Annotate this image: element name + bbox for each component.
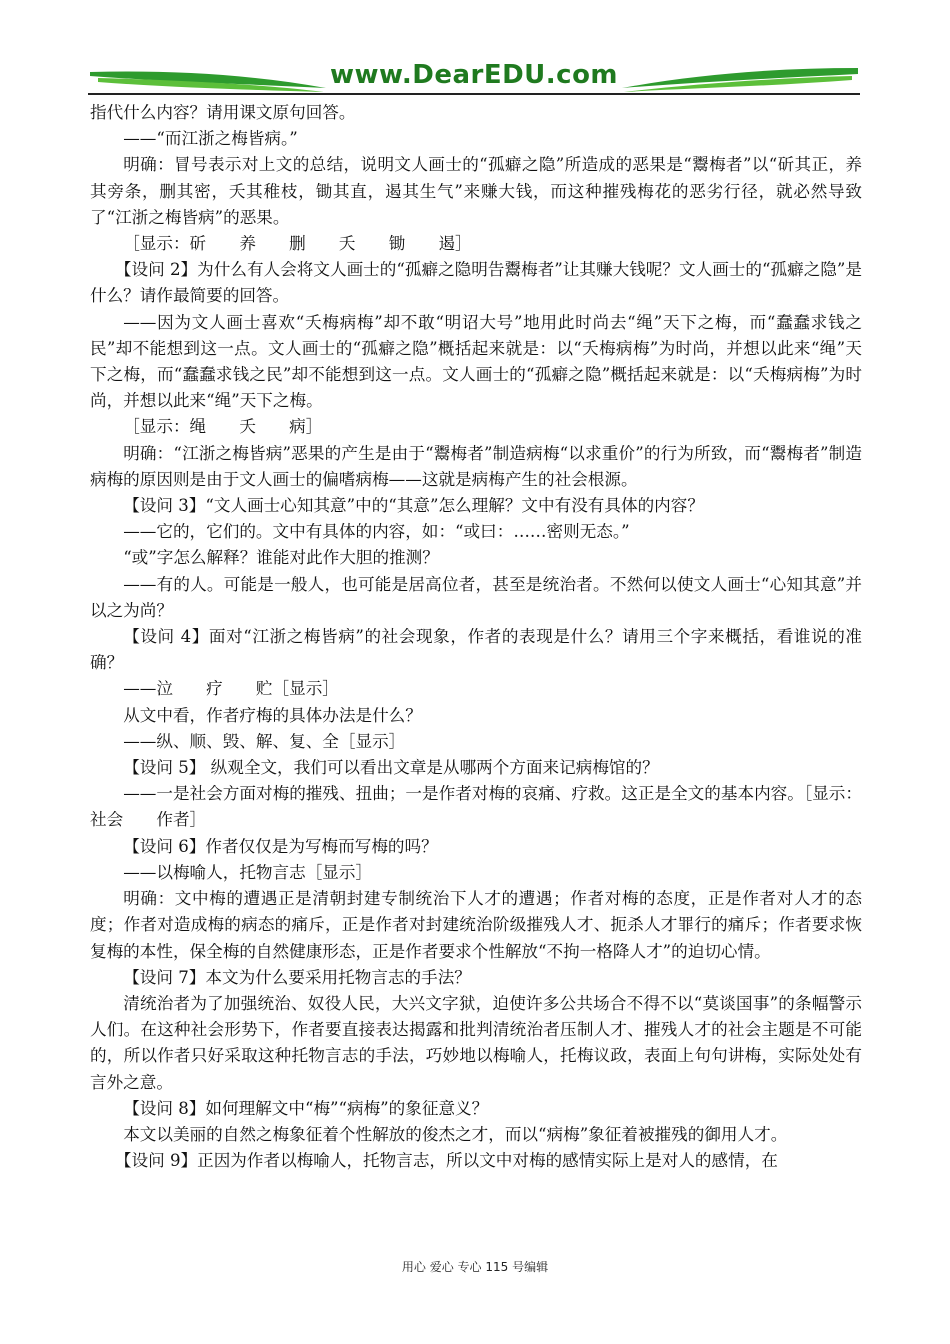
paragraph: “或”字怎么解释？谁能对此作大胆的推测？: [123, 548, 439, 568]
paragraph: ——因为文人画士喜欢“夭梅病梅”却不敢“明诏大号”地用此时尚去“绳”天下之梅，而“蠢蠢求钱之民”却不能想到这一点。文人画士的“孤癖之隐”概括起来就是：以“夭梅病梅”为时尚，并想以此来“绳”天下之梅，而“蠢蠢求钱之民”却不能想到这一点。文人画士的“孤癖之隐”概括起来就是：以“夭梅病梅”为时尚，并想以此来“绳”天下之梅。: [90, 312, 862, 411]
paragraph: 清统治者为了加强统治、奴役人民，大兴文字狱，迫使许多公共场合不得不以“莫谈国事”的条幅警示人们。在这种社会形势下，作者要直接表达揭露和批判清统治者压制人才、摧残人才的社会主题是不可能的，所以作者只好采取这种托物言志的手法，巧妙地以梅喻人，托梅议政，表面上句句讲梅，实际处处有言外之意。: [90, 993, 862, 1092]
paragraph: ——有的人。可能是一般人，也可能是居高位者，甚至是统治者。不然何以使文人画士“心知其意”并以之为尚？: [90, 574, 862, 620]
paragraph: 【设问 9】正因为作者以梅喻人，托物言志，所以文中对梅的感情实际上是对人的感情，在: [114, 1151, 778, 1171]
page-footer: 用心 爱心 专心 115 号编辑: [401, 1260, 549, 1274]
paragraph: ——它的，它们的。文中有具体的内容，如：“或曰：……密则无态。”: [123, 522, 630, 542]
paragraph: 指代什么内容？请用课文原句回答。: [90, 103, 356, 122]
paragraph: 本文以美丽的自然之梅象征着个性解放的俊杰之才，而以“病梅”象征着被摧残的御用人才。: [123, 1124, 788, 1144]
paragraph: 【设问 7】本文为什么要采用托物言志的手法？: [123, 967, 471, 987]
paragraph: 【设问 3】“文人画士心知其意”中的“其意”怎么理解？文中有没有具体的内容？: [123, 496, 704, 516]
paragraph: 从文中看，作者疗梅的具体办法是什么？: [123, 705, 422, 725]
paragraph: ——纵、顺、毁、解、复、全［显示］: [123, 731, 406, 751]
document-body: [90, 100, 862, 1174]
paragraph: 【设问 2】为什么有人会将文人画士的“孤癖之隐明告鬻梅者”让其赚大钱呢？文人画士的“孤癖之隐”是什么？请作最简要的回答。: [90, 260, 862, 306]
paragraph: ［显示：斫 养 删 夭 锄 遏］: [123, 234, 472, 254]
paragraph: ——泣 疗 贮［显示］: [123, 679, 339, 699]
paragraph: ——以梅喻人，托物言志［显示］: [123, 862, 373, 882]
site-title: www.DearEDU.com: [329, 60, 619, 90]
paragraph: 明确：“江浙之梅皆病”恶果的产生是由于“鬻梅者”制造病梅“以求重价”的行为所致，而“鬻梅者”制造病梅的原因则是由于文人画士的偏嗜病梅——这就是病梅产生的社会根源。: [90, 443, 862, 489]
paragraph: 【设问 4】面对“江浙之梅皆病”的社会现象，作者的表现是什么？请用三个字来概括，看谁说的准确？: [90, 627, 862, 673]
site-header: [88, 58, 860, 98]
paragraph: 【设问 6】作者仅仅是为写梅而写梅的吗？: [123, 836, 438, 856]
paragraph: 【设问 8】如何理解文中“梅”“病梅”的象征意义？: [123, 1098, 489, 1118]
paragraph: 【设问 5】 纵观全文，我们可以看出文章是从哪两个方面来记病梅馆的？: [123, 758, 659, 778]
paragraph: ——一是社会方面对梅的摧残、扭曲；一是作者对梅的哀痛、疗救。这正是全文的基本内容。［显示：社会 作者］: [90, 784, 862, 830]
paragraph: ［显示：绳 夭 病］: [123, 417, 323, 437]
header-rule: [88, 93, 860, 95]
paragraph: ——“而江浙之梅皆病。”: [123, 129, 298, 149]
paragraph: 明确：文中梅的遭遇正是清朝封建专制统治下人才的遭遇；作者对梅的态度，正是作者对人才的态度；作者对造成梅的病态的痛斥，正是作者对封建统治阶级摧残人才、扼杀人才罪行的痛斥；作者要求恢复梅的本性，保全梅的自然健康形态，正是作者要求个性解放“不拘一格降人才”的迫切心情。: [90, 889, 862, 961]
paragraph: 明确：冒号表示对上文的总结，说明文人画士的“孤癖之隐”所造成的恶果是“鬻梅者”以“斫其正，养其旁条，删其密，夭其稚枝，锄其直，遏其生气”来赚大钱，而这种摧残梅花的恶劣行径，就必然导致了“江浙之梅皆病”的恶果。: [90, 155, 862, 227]
